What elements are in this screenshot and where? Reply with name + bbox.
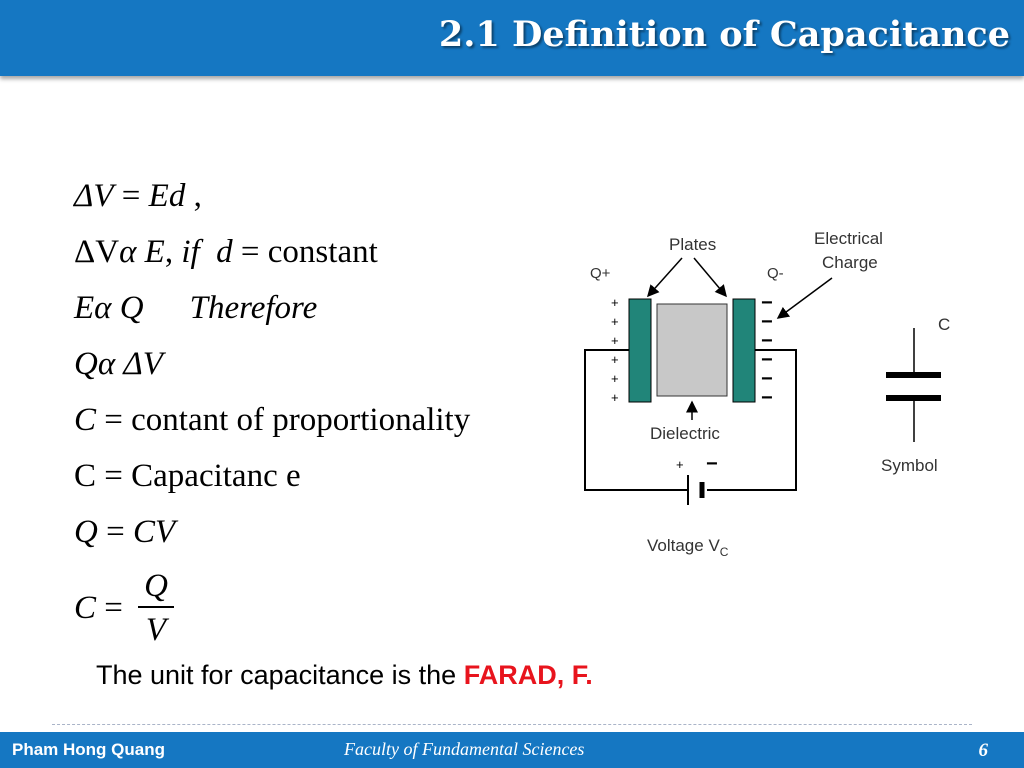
symbol-letter: C <box>938 315 951 334</box>
equation-proportional-field <box>74 224 470 280</box>
eq1-tail: , <box>185 178 202 214</box>
minus-sign: − <box>761 368 773 390</box>
eq2-d: d <box>216 234 233 270</box>
eq3-prop: α <box>94 290 112 326</box>
right-plate <box>733 299 755 402</box>
plates-label: Plates <box>669 235 717 254</box>
electrical-charge-label-line2: Charge <box>822 253 878 272</box>
eq6-rel: = <box>96 458 132 494</box>
plus-sign: + <box>611 333 619 348</box>
eq6-rhs: Capacitanc e <box>131 458 301 494</box>
unit-sentence <box>96 660 593 691</box>
footer-bar <box>0 732 1024 768</box>
eq5-rel: = <box>96 402 132 438</box>
battery-minus: − <box>706 453 718 475</box>
eq8-rel: = <box>96 590 123 626</box>
charge-arrow <box>778 278 832 318</box>
equation-q-cv <box>74 504 470 560</box>
fraction-numerator: Q <box>144 568 168 604</box>
equation-capacitance-name <box>74 448 470 504</box>
fraction <box>140 566 172 648</box>
eq2-var: E <box>144 234 165 270</box>
minus-sign: − <box>761 330 773 352</box>
minus-sign: − <box>761 387 773 409</box>
capacitor-diagram <box>570 220 970 570</box>
eq5-rhs: contant of proportionality <box>131 402 471 438</box>
left-plate <box>629 299 651 402</box>
title-bar <box>0 0 1024 76</box>
eq7-lhs: Q <box>74 514 98 550</box>
eq3-lhs: E <box>74 290 95 326</box>
eq2-sep: , <box>164 234 182 270</box>
eq7-rhs: CV <box>132 514 176 550</box>
unit-text: The unit for capacitance is the <box>96 660 464 690</box>
plus-sign: + <box>611 371 619 386</box>
equation-field-charge <box>74 280 470 336</box>
plates-arrow-left <box>648 258 682 296</box>
dielectric-label: Dielectric <box>650 424 720 443</box>
eq1-lhs: ΔV <box>74 178 114 214</box>
eq6-lhs: C <box>74 458 97 494</box>
plus-sign: + <box>611 314 619 329</box>
eq4-lhs: Q <box>74 346 98 382</box>
eq2-prop: α <box>119 234 137 270</box>
plus-sign: + <box>611 390 619 405</box>
eq2-rhs: constant <box>267 234 378 270</box>
equation-list <box>74 168 470 560</box>
minus-charges <box>761 292 773 409</box>
footer-faculty: Faculty of Fundamental Sciences <box>344 739 585 759</box>
eq8-lhs: C <box>74 590 97 626</box>
eq2-cond: if <box>181 234 200 270</box>
footer-author: Pham Hong Quang <box>12 740 165 759</box>
eq4-rhs: ΔV <box>123 346 163 382</box>
eq1-rhs: Ed <box>148 178 186 214</box>
symbol-label: Symbol <box>881 456 938 475</box>
electrical-charge-label-line1: Electrical <box>814 229 883 248</box>
minus-sign: − <box>761 311 773 333</box>
eq7-rel: = <box>97 514 133 550</box>
battery-plus: + <box>676 457 684 472</box>
page-number: 6 <box>978 740 988 761</box>
voltage-label: Voltage $V_C$ <box>647 536 729 559</box>
equation-constant <box>74 392 470 448</box>
plus-sign: + <box>611 352 619 367</box>
footer-divider <box>52 724 972 725</box>
slide-title: 2.1 Definition of Capacitance <box>438 14 1010 55</box>
eq5-lhs: C <box>74 402 97 438</box>
eq2-rel: = <box>232 234 268 270</box>
fraction-denominator: V <box>145 612 167 648</box>
equation-charge-voltage <box>74 336 470 392</box>
eq4-prop: α <box>97 346 116 382</box>
equation-potential-difference <box>74 168 470 224</box>
eq3-rhs: Q <box>119 290 144 326</box>
q-plus-label: Q+ <box>590 265 611 282</box>
minus-sign: − <box>761 292 773 314</box>
plus-sign: + <box>611 295 619 310</box>
minus-sign: − <box>761 349 773 371</box>
eq2-lhs: ΔV <box>74 234 120 270</box>
unit-farad: FARAD, F. <box>463 660 593 690</box>
dielectric-block <box>657 304 727 396</box>
q-minus-label: Q- <box>767 265 784 282</box>
eq1-rel: = <box>113 178 149 214</box>
plates-arrow-right <box>694 258 726 296</box>
eq3-word: Therefore <box>189 290 318 326</box>
